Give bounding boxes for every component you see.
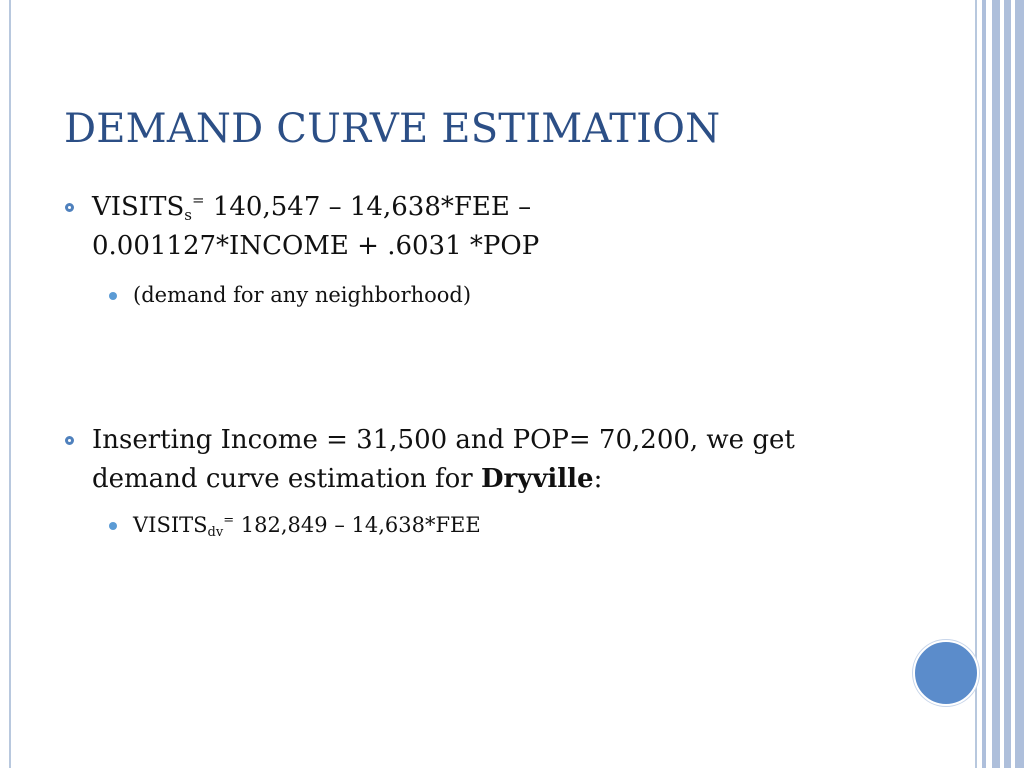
sub-bullet-text: (demand for any neighborhood) bbox=[133, 283, 472, 307]
frame-right-stripes bbox=[980, 0, 1024, 768]
equation-line-1: 140,547 – 14,638*FEE – bbox=[204, 192, 532, 222]
bullet-ring-icon bbox=[65, 203, 74, 212]
dryville-equation-text: 182,849 – 14,638*FEE bbox=[234, 513, 481, 537]
dryville-bold: Dryville bbox=[480, 464, 594, 494]
bullet-visits-equation bbox=[92, 188, 892, 266]
bullet-dot-icon bbox=[109, 292, 117, 300]
sub-bullet-dryville-equation bbox=[133, 511, 481, 539]
frame-left-line bbox=[9, 0, 11, 768]
bullet-dot-icon bbox=[109, 522, 117, 530]
inserting-suffix: : bbox=[593, 464, 603, 494]
sub-bullet-neighborhood bbox=[133, 281, 471, 309]
visits-dv-superscript: = bbox=[223, 513, 235, 528]
bullet-inserting-values bbox=[92, 421, 892, 499]
equation-line-2: 0.001127*INCOME + .6031 *POP bbox=[92, 231, 540, 261]
visits-dv-subscript: dv bbox=[207, 525, 224, 540]
inserting-text: Inserting Income = 31,500 and POP= 70,200, we get demand curve estimation for bbox=[92, 425, 795, 494]
visits-base: VISITS bbox=[92, 192, 185, 222]
visits-superscript: = bbox=[192, 191, 205, 209]
bullet-ring-icon bbox=[65, 436, 74, 445]
slide-title: DEMAND CURVE ESTIMATION bbox=[64, 106, 721, 152]
visits-subscript: s bbox=[184, 206, 192, 224]
visits-dv-base: VISITS bbox=[133, 513, 208, 537]
decorative-circle bbox=[913, 640, 979, 706]
frame-right-line bbox=[975, 0, 977, 768]
